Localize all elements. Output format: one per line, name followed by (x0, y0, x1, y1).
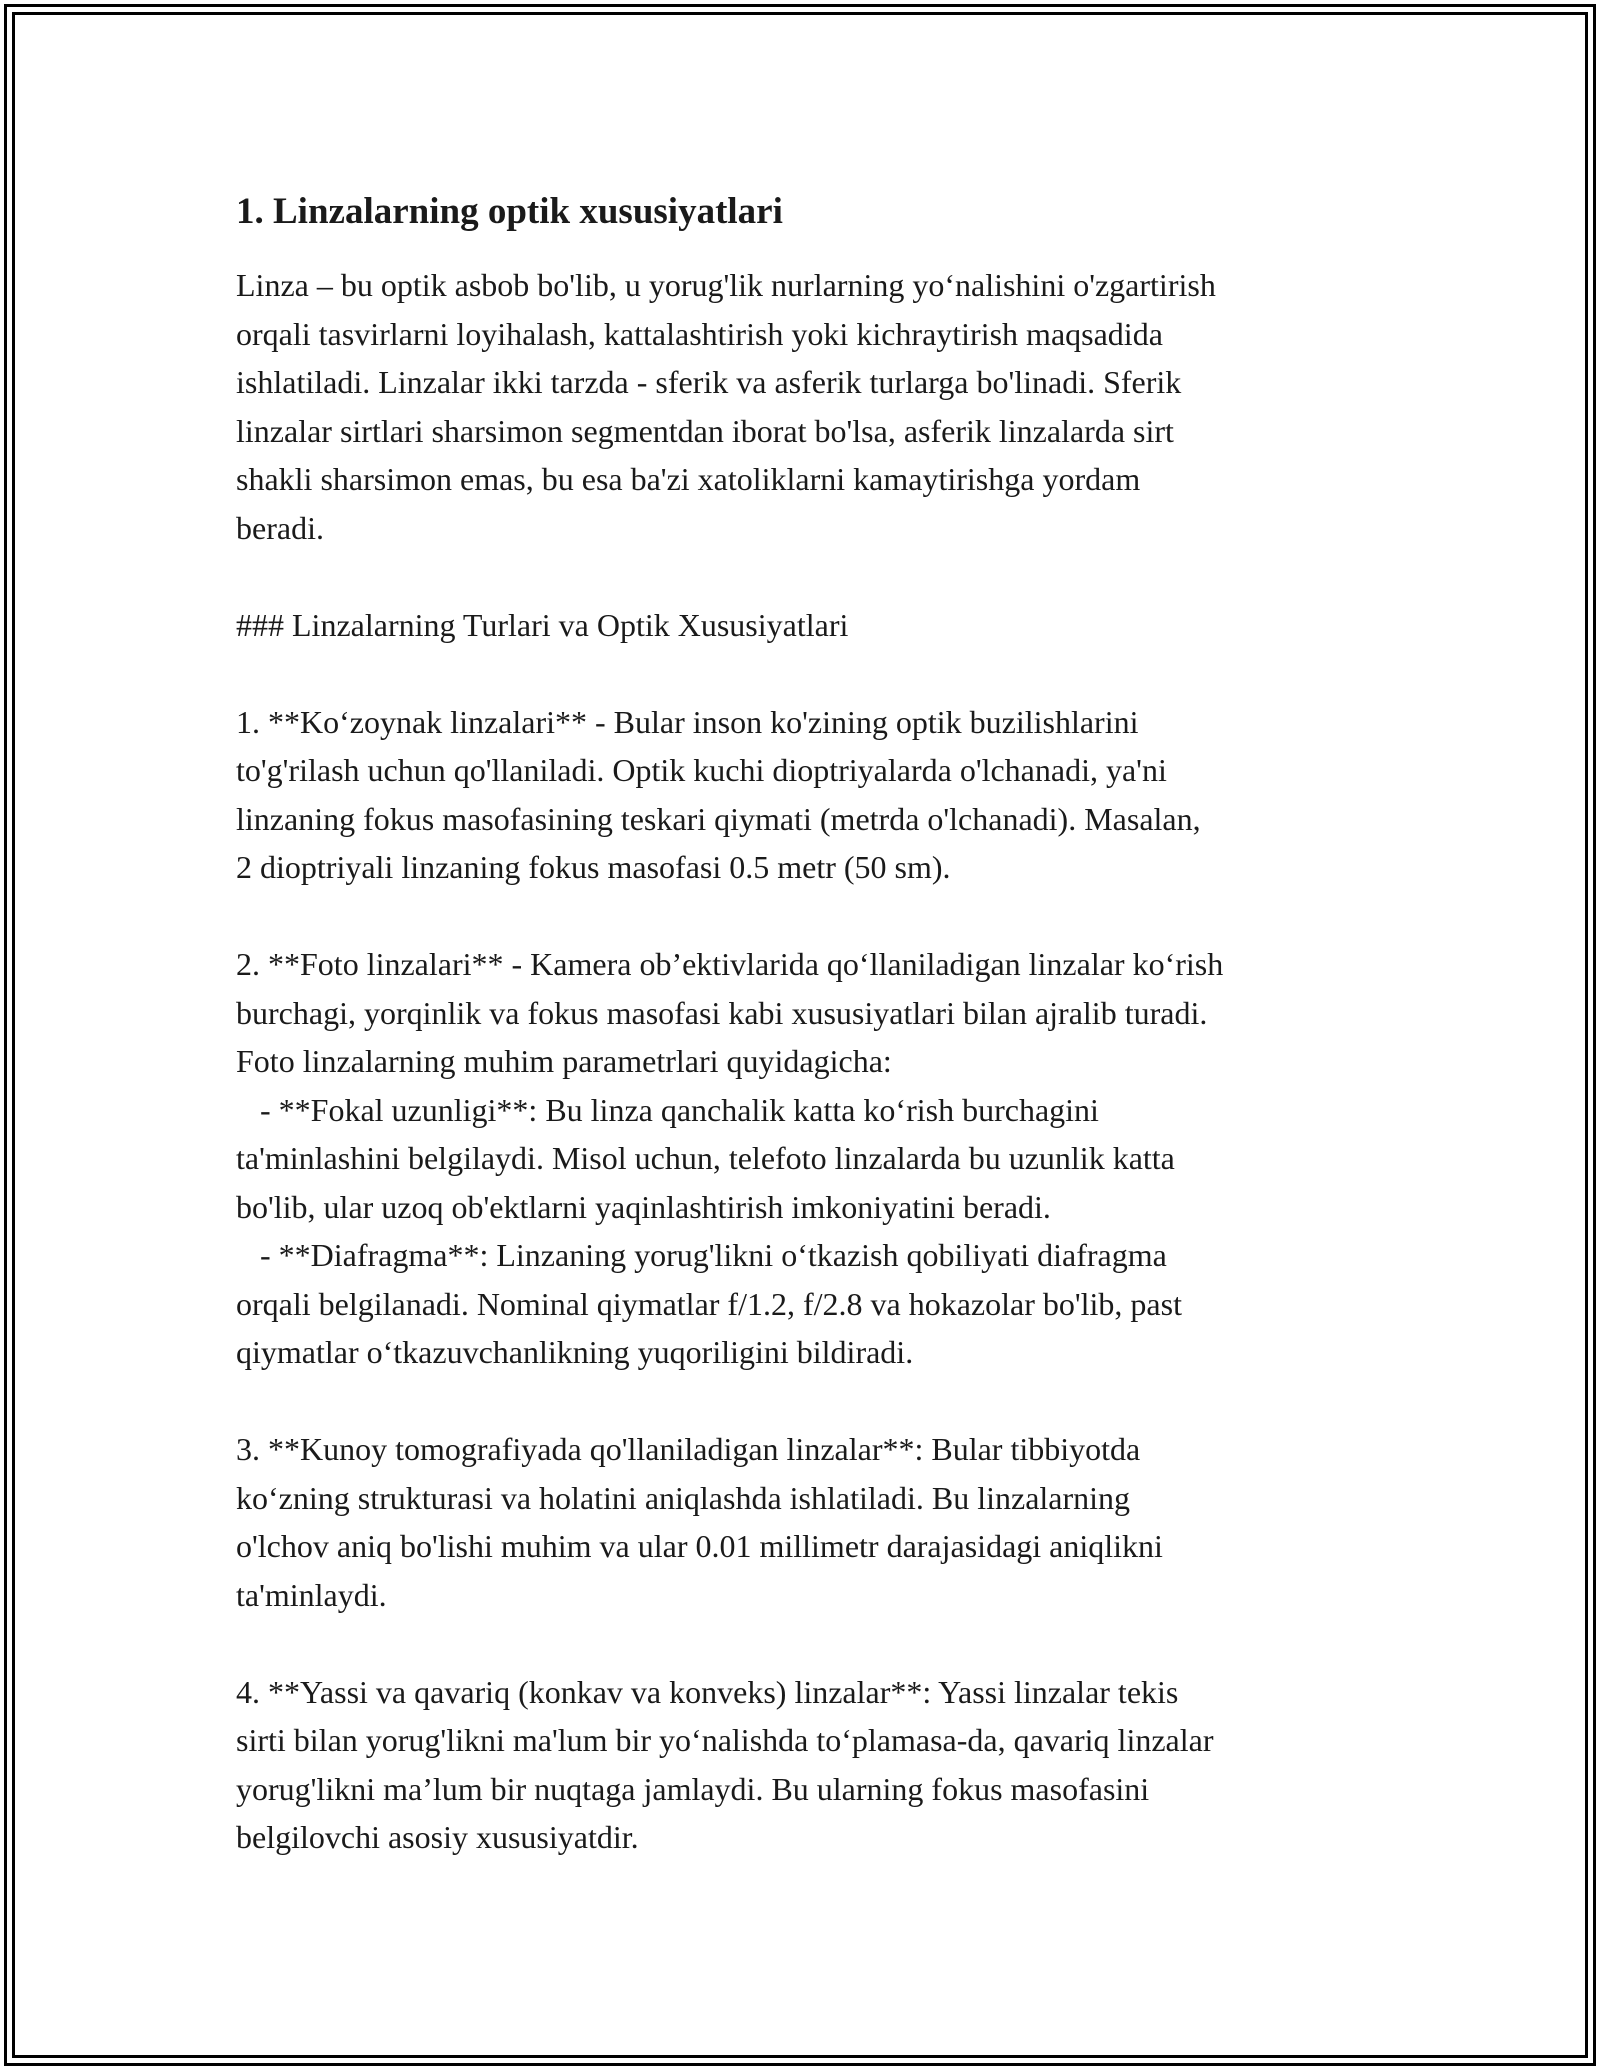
list-item-2: 2. **Foto linzalari** - Kamera ob’ektivlarida qo‘llaniladigan linzalar ko‘rish burchagi, yorqinlik va fokus masofasi kabi xususiyatlari bilan ajralib turadi. Foto linzalarning muhim parametrlari quyidagicha: - **Fokal uzunligi**: Bu linza qanchalik katta ko‘rish burchagini ta'minlashini belgilaydi. Misol uchun, telefoto linzalarda bu uzunlik katta bo'lib, ular uzoq ob'ektlarni yaqinlashtirish imkoniyatini beradi. - **Diafragma**: Linzaning yorug'likni o‘tkazish qobiliyati diafragma orqali belgilanadi. Nominal qiymatlar f/1.2, f/2.8 va hokazolar bo'lib, past qiymatlar o‘tkazuvchanlikning yuqoriligini bildiradi. (236, 946, 1224, 1370)
spacer (236, 1619, 1376, 1668)
spacer (236, 1377, 1376, 1426)
document-body (236, 186, 1376, 1862)
section-subheading: ### Linzalarning Turlari va Optik Xususiyatlari (236, 606, 849, 643)
spacer (236, 552, 1376, 601)
list-item-4: 4. **Yassi va qavariq (konkav va konveks) linzalar**: Yassi linzalar tekis sirti bilan yorug'likni ma'lum bir yo‘nalishda to‘plamasa-da, qavariq linzalar yorug'likni ma’lum bir nuqtaga jamlaydi. Bu ularning fokus masofasini belgilovchi asosiy xususiyatdir. (236, 1673, 1214, 1855)
intro-paragraph: Linza – bu optik asbob bo'lib, u yorug'lik nurlarning yo‘nalishini o'zgartirish orqali tasvirlarni loyihalash, kattalashtirish yoki kichraytirish maqsadida ishlatiladi. Linzalar ikki tarzda - sferik va asferik turlarga bo'linadi. Sferik linzalar sirtlari sharsimon segmentdan iborat bo'lsa, asferik linzalarda sirt shakli sharsimon emas, bu esa ba'zi xatoliklarni kamaytirishga yordam beradi. (236, 267, 1216, 546)
page-title: 1. Linzalarning optik xususiyatlari (236, 191, 783, 232)
spacer (236, 892, 1376, 941)
list-item-3: 3. **Kunoy tomografiyada qo'llaniladigan linzalar**: Bular tibbiyotda ko‘zning strukturasi va holatini aniqlashda ishlatiladi. Bu linzalarning o'lchov aniq bo'lishi muhim va ular 0.01 millimetr darajasidagi aniqlikni ta'minlaydi. (236, 1431, 1163, 1613)
list-item-1: 1. **Ko‘zoynak linzalari** - Bular inson ko'zining optik buzilishlarini to'g'rilash uchun qo'llaniladi. Optik kuchi dioptriyalarda o'lchanadi, ya'ni linzaning fokus masofasining teskari qiymati (metrda o'lchanadi). Masalan, 2 dioptriyali linzaning fokus masofasi 0.5 metr (50 sm). (236, 703, 1201, 885)
spacer (236, 649, 1376, 698)
